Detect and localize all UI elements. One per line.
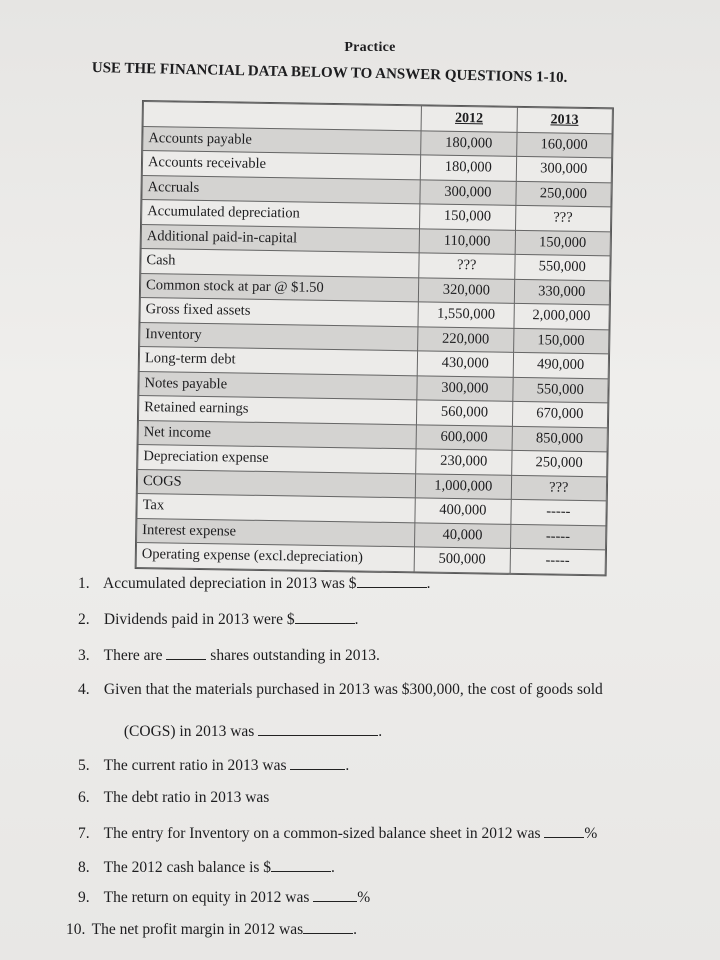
value-2012: 110,000: [419, 228, 515, 254]
answer-blank[interactable]: [258, 721, 378, 736]
question-item: [78, 609, 358, 629]
question-item: [78, 681, 603, 699]
value-2013: 250,000: [515, 181, 611, 207]
question-text: The 2012 cash balance is $: [103, 859, 272, 876]
question-suffix: .: [426, 575, 431, 592]
answer-blank[interactable]: [313, 887, 357, 902]
row-label: Operating expense (excl.depreciation): [136, 542, 414, 571]
answer-blank[interactable]: [357, 573, 427, 588]
instructions-heading: USE THE FINANCIAL DATA BELOW TO ANSWER QUESTIONS 1-10.: [91, 60, 568, 86]
question-item: [78, 887, 370, 907]
question-number: 5.: [78, 757, 90, 774]
year-2012-header: 2012: [421, 106, 517, 132]
value-2013: 300,000: [516, 156, 612, 182]
value-2013: 2,000,000: [514, 303, 610, 329]
value-2012: 1,550,000: [418, 302, 514, 328]
value-2013: 250,000: [511, 450, 607, 476]
question-suffix: .: [354, 611, 359, 628]
value-2012: 1,000,000: [415, 473, 511, 499]
value-2012: 400,000: [415, 498, 511, 524]
question-text: The entry for Inventory on a common-sized balance sheet in 2012 was: [103, 825, 545, 842]
row-label: Notes payable: [139, 371, 417, 400]
row-label: Accumulated depreciation: [142, 200, 420, 229]
row-label: Depreciation expense: [138, 444, 416, 473]
question-item: [66, 919, 357, 939]
value-2012: 180,000: [421, 130, 517, 156]
value-2012: 600,000: [416, 424, 512, 450]
answer-blank[interactable]: [544, 823, 584, 838]
value-2012: 150,000: [420, 204, 516, 230]
question-suffix: .: [331, 859, 335, 876]
question-text: Given that the materials purchased in 2013 was $300,000, the cost of goods sold: [103, 681, 603, 698]
question-number: 7.: [78, 825, 90, 842]
question-text: The current ratio in 2013 was: [103, 757, 291, 774]
value-2013: ???: [511, 475, 607, 501]
answer-blank[interactable]: [303, 919, 353, 934]
question-text: Accumulated depreciation in 2013 was $: [103, 575, 357, 592]
question-text: The debt ratio in 2013 was: [103, 789, 270, 806]
question-text: (COGS) in 2013 was: [123, 723, 259, 740]
value-2012: 230,000: [416, 449, 512, 475]
value-2013: -----: [510, 524, 606, 550]
question-item: [78, 645, 380, 665]
row-label: Cash: [141, 249, 419, 278]
value-2012: 220,000: [418, 326, 514, 352]
row-label: Accounts receivable: [142, 151, 420, 180]
question-number: 3.: [78, 647, 90, 664]
value-2012: 430,000: [417, 351, 513, 377]
row-label: Additional paid-in-capital: [141, 224, 419, 253]
financial-data-table: [135, 100, 614, 576]
row-label: Accounts payable: [143, 126, 421, 155]
value-2013: ???: [515, 205, 611, 231]
value-2012: 300,000: [417, 375, 513, 401]
row-label: Retained earnings: [138, 395, 416, 424]
question-text: The return on equity in 2012 was: [103, 889, 314, 906]
value-2013: 550,000: [514, 254, 610, 280]
row-label: Tax: [137, 493, 415, 522]
value-2013: 150,000: [513, 328, 609, 354]
value-2013: 670,000: [512, 401, 608, 427]
question-text: The net profit margin in 2012 was: [91, 921, 304, 938]
question-item: [78, 823, 597, 843]
value-2012: ???: [419, 253, 515, 279]
value-2013: 150,000: [515, 230, 611, 256]
answer-blank[interactable]: [166, 645, 206, 660]
question-suffix: %: [584, 825, 598, 842]
row-label: COGS: [137, 469, 415, 498]
question-number: 4.: [78, 681, 90, 698]
row-label: Common stock at par @ $1.50: [140, 273, 418, 302]
question-number: 9.: [78, 889, 90, 906]
question-text: There are: [103, 647, 167, 664]
value-2013: -----: [510, 499, 606, 525]
value-2012: 180,000: [420, 155, 516, 181]
value-2012: 560,000: [417, 400, 513, 426]
value-2012: 500,000: [414, 547, 510, 573]
question-item: [78, 857, 335, 877]
answer-blank[interactable]: [290, 755, 345, 770]
question-number: 10.: [66, 921, 86, 938]
question-number: 8.: [78, 859, 90, 876]
row-label: Long-term debt: [139, 346, 417, 375]
value-2013: 490,000: [513, 352, 609, 378]
question-suffix: .: [353, 921, 357, 938]
value-2013: 160,000: [516, 132, 612, 158]
value-2012: 40,000: [415, 522, 511, 548]
question-item: [78, 789, 269, 807]
value-2013: 550,000: [512, 377, 608, 403]
question-suffix: shares outstanding in 2013.: [206, 647, 380, 664]
value-2012: 300,000: [420, 179, 516, 205]
question-suffix: %: [357, 889, 371, 906]
row-label: Inventory: [140, 322, 418, 351]
value-2013: 330,000: [514, 279, 610, 305]
row-label: Interest expense: [137, 518, 415, 547]
question-number: 6.: [78, 789, 90, 806]
question-item: [78, 755, 349, 775]
page-title: Practice: [344, 40, 396, 55]
value-2012: 320,000: [418, 277, 514, 303]
row-label: Gross fixed assets: [140, 297, 418, 326]
question-number: 1.: [78, 575, 90, 592]
row-label: Accruals: [142, 175, 420, 204]
answer-blank[interactable]: [295, 609, 355, 624]
question-number: 2.: [78, 611, 90, 628]
question-suffix: .: [378, 723, 383, 740]
question-suffix: .: [345, 757, 350, 774]
value-2013: 850,000: [512, 426, 608, 452]
question-text: Dividends paid in 2013 were $: [103, 611, 295, 628]
question-item: [98, 721, 382, 741]
answer-blank[interactable]: [271, 857, 331, 872]
value-2013: -----: [510, 548, 606, 574]
question-item: [78, 573, 430, 593]
year-2013-header: 2013: [517, 107, 613, 133]
row-label: Net income: [138, 420, 416, 449]
